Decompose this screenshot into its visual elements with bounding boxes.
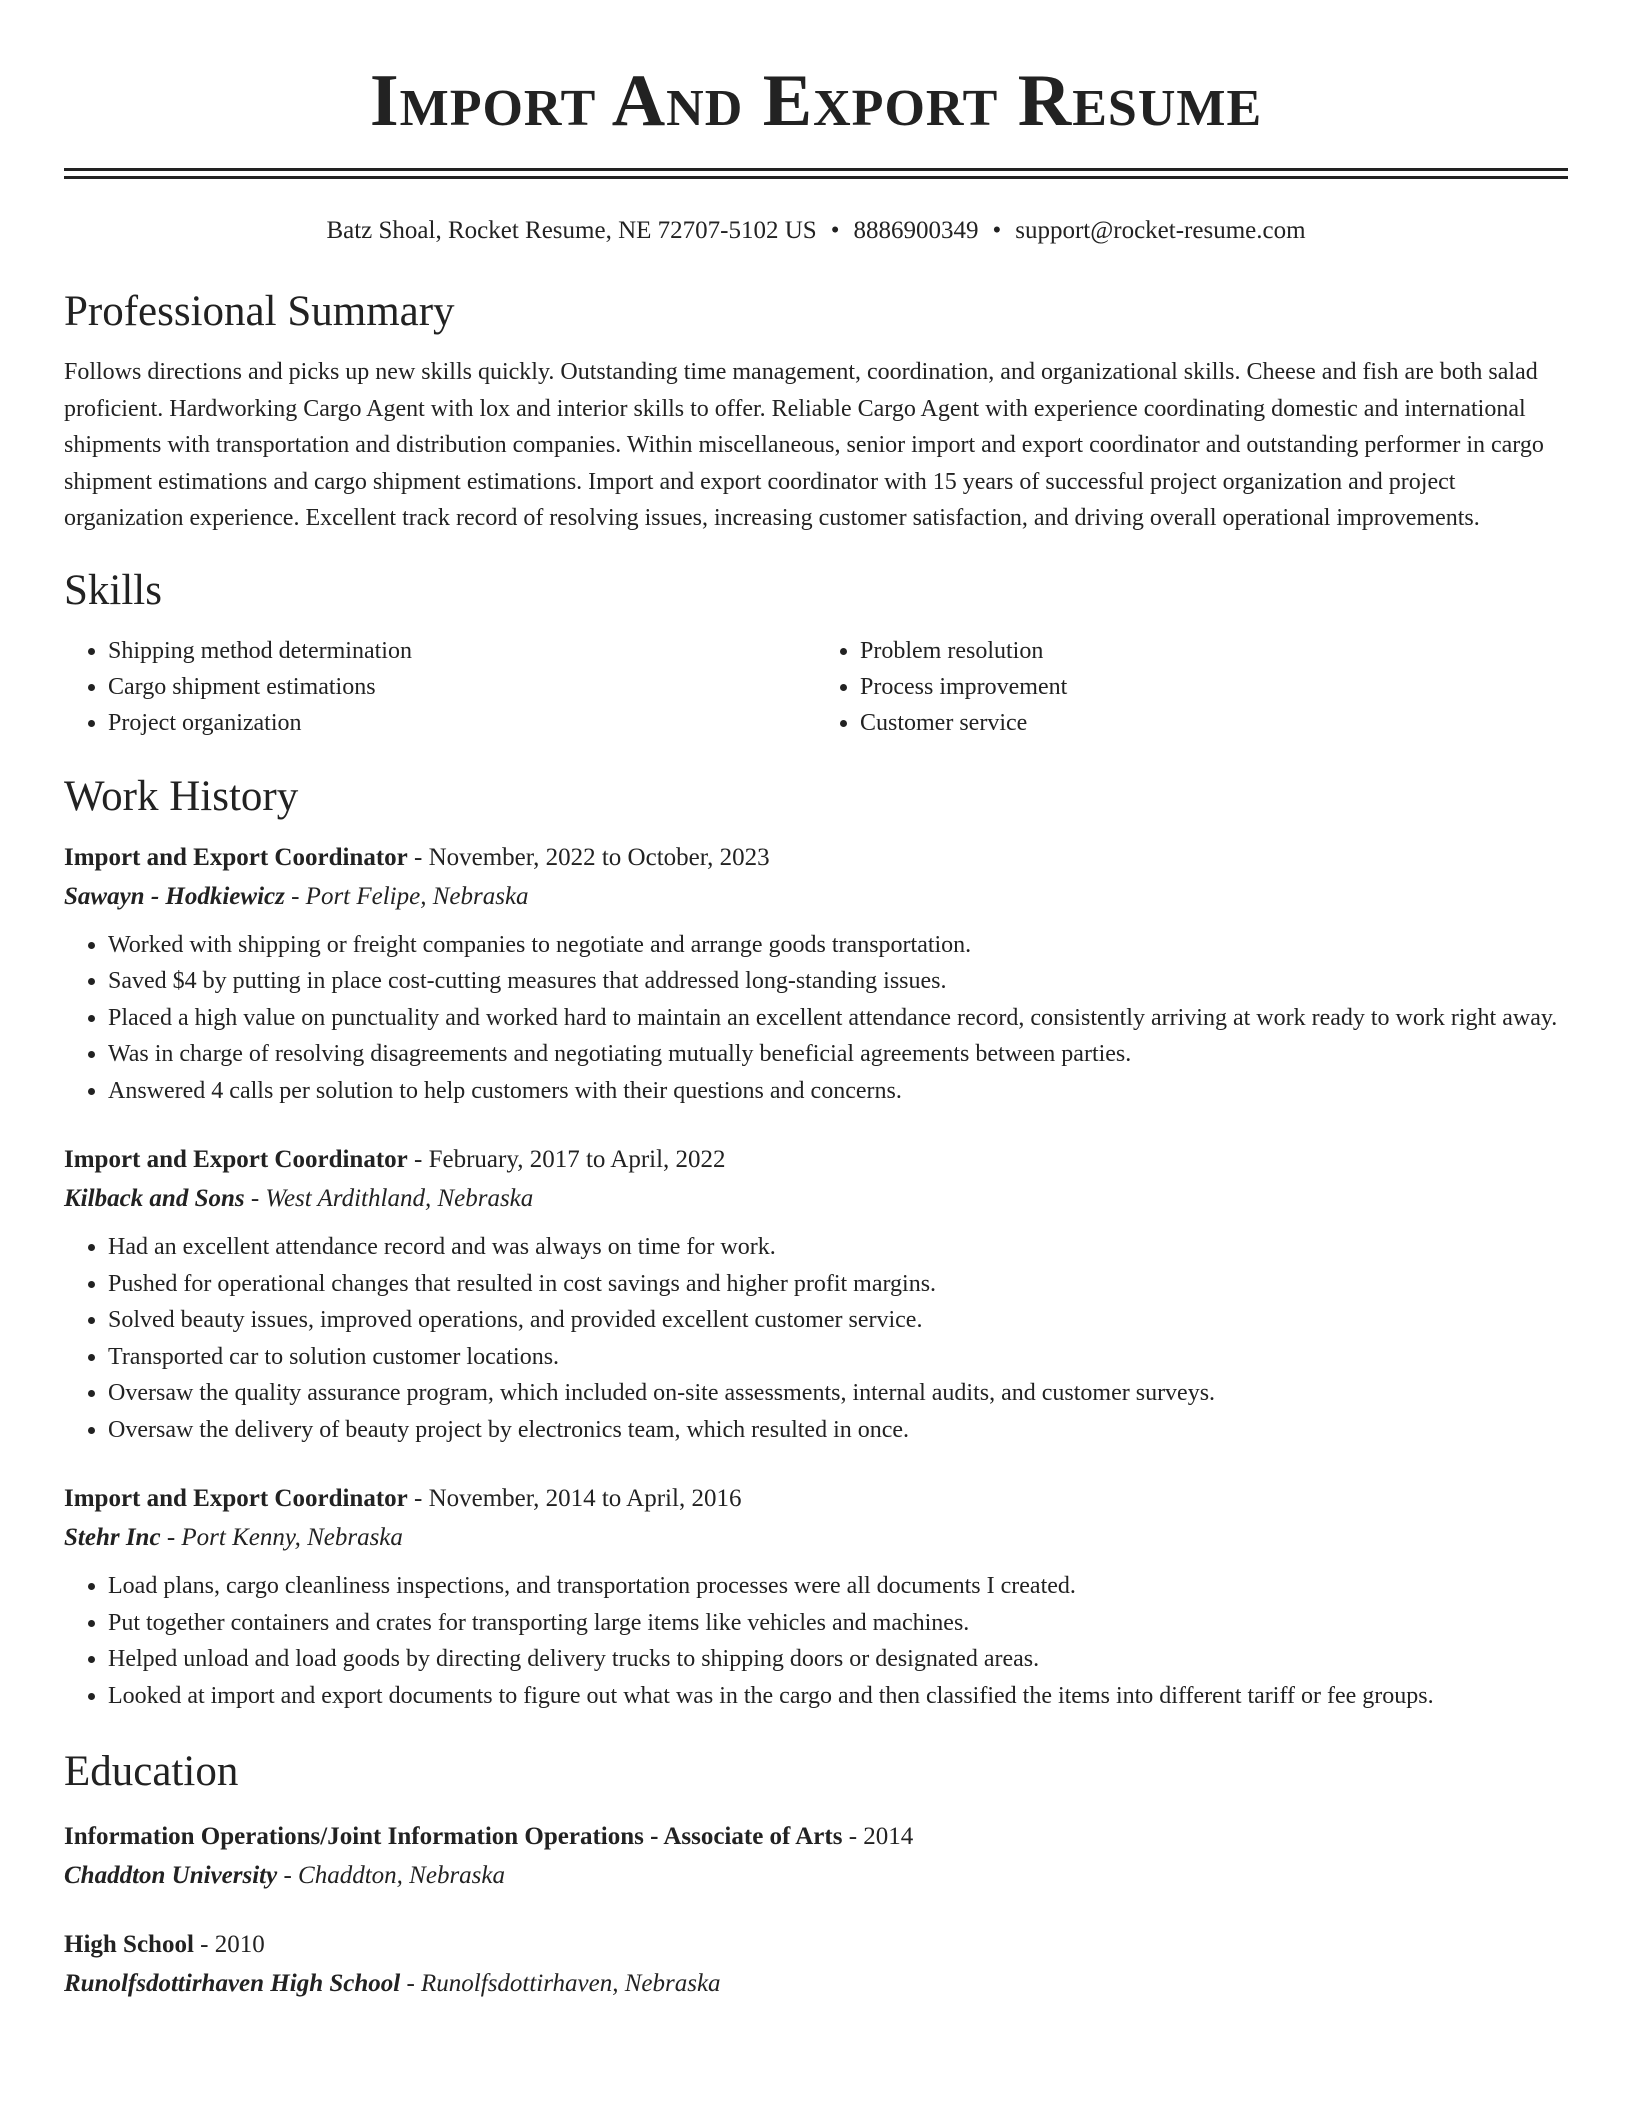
skill-item: • Customer service <box>860 705 1568 741</box>
education-heading: Education <box>64 1748 239 1795</box>
duty-item: • Worked with shipping or freight companies to negotiate and arrange goods transportation. <box>108 927 1568 964</box>
work-history-heading: Work History <box>64 772 299 820</box>
job-dates: - November, 2014 to April, 2016 <box>407 1485 742 1512</box>
job-duties <box>64 927 1568 1110</box>
skill-item: • Cargo shipment estimations <box>108 669 816 705</box>
degree-name: High School <box>64 1931 194 1958</box>
degree-year: - 2014 <box>842 1823 914 1850</box>
job-entry <box>64 1480 1568 1714</box>
skill-item: • Shipping method determination <box>108 633 816 669</box>
school-name: Chaddton University <box>64 1862 278 1889</box>
skill-item: • Project organization <box>108 705 816 741</box>
skills-column-right <box>816 633 1568 741</box>
contact-line <box>64 216 1568 246</box>
duty-item: • Had an excellent attendance record and was always on time for work. <box>108 1229 1568 1266</box>
job-title-line <box>64 1480 1568 1518</box>
job-title-line <box>64 839 1568 877</box>
job-entry <box>64 839 1568 1110</box>
school-location: - Runolfsdottirhaven, Nebraska <box>400 1970 721 1997</box>
company-location: - West Ardithland, Nebraska <box>244 1185 534 1212</box>
duty-item: • Load plans, cargo cleanliness inspections, and transportation processes were all documents I created. <box>108 1568 1568 1605</box>
degree-year: - 2010 <box>193 1931 265 1958</box>
job-dates: - November, 2022 to October, 2023 <box>407 843 770 871</box>
job-entry <box>64 1141 1568 1448</box>
school-line <box>64 1856 1568 1896</box>
duty-item: • Helped unload and load goods by directing delivery trucks to shipping doors or designated areas. <box>108 1641 1568 1678</box>
duty-item: • Oversaw the delivery of beauty project by electronics team, which resulted in once. <box>108 1412 1568 1449</box>
job-title: Import and Export Coordinator <box>64 1485 408 1512</box>
skills-list <box>64 633 1568 741</box>
school-location: - Chaddton, Nebraska <box>277 1862 506 1889</box>
company-location: - Port Felipe, Nebraska <box>284 882 529 910</box>
education-entry <box>64 1926 1568 2004</box>
duty-item: • Put together containers and crates for transporting large items like vehicles and machines. <box>108 1605 1568 1642</box>
duty-item: • Placed a high value on punctuality and worked hard to maintain an excellent attendance record, consistently arriving at work ready to work right away. <box>108 1000 1568 1037</box>
company-line <box>64 1179 1568 1219</box>
job-title: Import and Export Coordinator <box>64 1146 408 1173</box>
summary-heading: Professional Summary <box>64 288 455 335</box>
duty-item: • Saved $4 by putting in place cost-cutting measures that addressed long-standing issues. <box>108 963 1568 1000</box>
duty-item: • Solved beauty issues, improved operations, and provided excellent customer service. <box>108 1302 1568 1339</box>
duty-item: • Transported car to solution customer locations. <box>108 1339 1568 1376</box>
company-location: - Port Kenny, Nebraska <box>160 1524 403 1551</box>
skills-column-left <box>64 633 816 741</box>
duty-item: • Oversaw the quality assurance program, which included on-site assessments, internal audits, and customer surveys. <box>108 1375 1568 1412</box>
company-line <box>64 1518 1568 1558</box>
summary-text: Follows directions and picks up new skills quickly. Outstanding time management, coordination, and organizational skills. Cheese and fish are both salad proficient. Hardworking Cargo Agent with lox and interior skills to offer. Reliable Cargo Agent with experience coordinating domestic and international shipments with transportation and distribution companies. Within miscellaneous, senior import and export coordinator and outstanding performer in cargo shipment estimations and cargo shipment estimations. Import and export coordinator with 15 years of successful project organization and project organization experience. Excellent track record of resolving issues, increasing customer satisfaction, and driving overall operational improvements. <box>64 359 1544 531</box>
job-duties <box>64 1568 1568 1714</box>
school-line <box>64 1964 1568 2004</box>
duty-item: • Answered 4 calls per solution to help customers with their questions and concerns. <box>108 1073 1568 1110</box>
skills-heading: Skills <box>64 566 162 614</box>
resume-title: Import And Export Resume <box>369 60 1263 142</box>
contact-separator: • <box>992 217 1002 244</box>
job-title-line <box>64 1141 1568 1179</box>
company-name: Sawayn - Hodkiewicz <box>64 882 285 910</box>
company-name: Kilback and Sons <box>64 1185 245 1212</box>
degree-line <box>64 1818 1568 1856</box>
company-line <box>64 877 1568 917</box>
school-name: Runolfsdottirhaven High School <box>64 1970 401 1997</box>
contact-separator: • <box>830 217 840 244</box>
job-dates: - February, 2017 to April, 2022 <box>407 1146 726 1173</box>
skill-item: • Process improvement <box>860 669 1568 705</box>
company-name: Stehr Inc <box>64 1524 161 1551</box>
skill-item: • Problem resolution <box>860 633 1568 669</box>
degree-name: Information Operations/Joint Information Operations - Associate of Arts <box>64 1823 843 1850</box>
education-entry <box>64 1818 1568 1896</box>
contact-email: support@rocket-resume.com <box>1015 217 1306 244</box>
job-title: Import and Export Coordinator <box>64 843 408 871</box>
job-duties <box>64 1229 1568 1448</box>
duty-item: • Looked at import and export documents to figure out what was in the cargo and then classified the items into different tariff or fee groups. <box>108 1678 1568 1715</box>
title-double-rule <box>64 168 1568 179</box>
duty-item: • Was in charge of resolving disagreements and negotiating mutually beneficial agreements between parties. <box>108 1036 1568 1073</box>
duty-item: • Pushed for operational changes that resulted in cost savings and higher profit margins. <box>108 1266 1568 1303</box>
contact-address: Batz Shoal, Rocket Resume, NE 72707-5102 US <box>326 217 817 244</box>
contact-phone: 8886900349 <box>853 217 979 244</box>
degree-line <box>64 1926 1568 1964</box>
